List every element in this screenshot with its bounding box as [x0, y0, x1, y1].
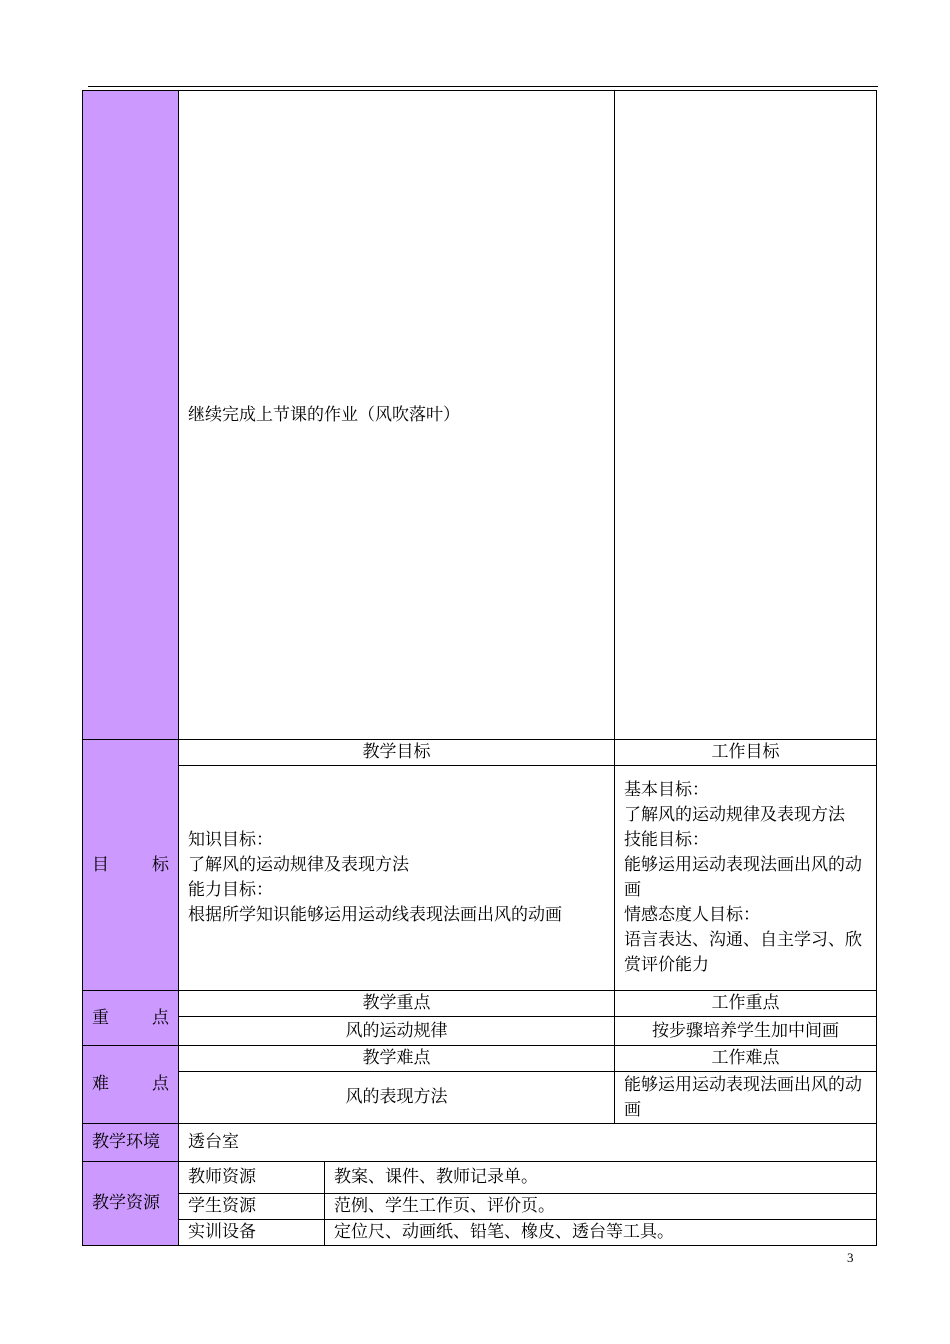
resources-label: 教学资源	[83, 1162, 179, 1246]
difficulties-header-row	[83, 1046, 877, 1072]
objectives-label-right: 标	[152, 854, 169, 875]
teaching-key-points-header: 教学重点	[179, 991, 615, 1017]
work-objective-line: 能够运用运动表现法画出风的动画	[624, 855, 862, 900]
resource-name: 实训设备	[179, 1220, 325, 1246]
difficulties-label-right: 点	[152, 1074, 169, 1094]
objectives-content-row	[83, 766, 877, 991]
teaching-objective-line: 根据所学知识能够运用运动线表现法画出风的动画	[188, 905, 562, 925]
environment-value: 透台室	[179, 1124, 877, 1162]
resource-row	[83, 1162, 877, 1194]
difficulties-content-row	[83, 1072, 877, 1124]
teaching-objectives-cell	[179, 766, 615, 991]
work-key-points-value: 按步骤培养学生加中间画	[615, 1017, 877, 1046]
work-key-points-header: 工作重点	[615, 991, 877, 1017]
resource-value: 教案、课件、教师记录单。	[325, 1162, 877, 1194]
teaching-objective-line: 知识目标：	[188, 830, 273, 850]
teaching-difficulties-header: 教学难点	[179, 1046, 615, 1072]
teaching-difficulties-value: 风的表现方法	[179, 1072, 615, 1124]
work-objectives-cell	[615, 766, 877, 991]
teaching-key-points-value: 风的运动规律	[179, 1017, 615, 1046]
continued-label-cell	[83, 91, 179, 740]
difficulties-label-left: 难	[92, 1074, 109, 1094]
difficulties-label-cell	[83, 1046, 179, 1124]
work-objective-line: 语言表达、沟通、自主学习、欣赏评价能力	[624, 930, 862, 975]
objectives-label-cell	[83, 740, 179, 991]
continued-content-text: 继续完成上节课的作业（风吹落叶）	[188, 404, 460, 425]
work-difficulties-value: 能够运用运动表现法画出风的动画	[615, 1072, 877, 1124]
objectives-header-row	[83, 740, 877, 766]
page-number: 3	[847, 1250, 854, 1265]
key-points-label-cell	[83, 991, 179, 1046]
continued-row	[83, 91, 877, 740]
key-points-header-row	[83, 991, 877, 1017]
resource-row	[83, 1194, 877, 1220]
continued-right-cell	[615, 91, 877, 740]
key-points-content-row	[83, 1017, 877, 1046]
resource-row	[83, 1220, 877, 1246]
environment-label: 教学环境	[83, 1124, 179, 1162]
teaching-objective-line: 能力目标：	[188, 880, 273, 900]
objectives-label-left: 目	[92, 854, 109, 875]
environment-row	[83, 1124, 877, 1162]
header-rule	[88, 86, 878, 87]
key-points-label-right: 点	[152, 1007, 169, 1028]
work-objective-line: 了解风的运动规律及表现方法	[624, 805, 845, 825]
resource-name: 学生资源	[179, 1194, 325, 1220]
work-objective-line: 基本目标：	[624, 780, 709, 800]
work-objectives-header: 工作目标	[615, 740, 877, 766]
work-objective-line: 情感态度人目标：	[624, 905, 760, 925]
resource-value: 范例、学生工作页、评价页。	[325, 1194, 877, 1220]
work-difficulties-header: 工作难点	[615, 1046, 877, 1072]
key-points-label-left: 重	[92, 1007, 109, 1028]
resource-value: 定位尺、动画纸、铅笔、橡皮、透台等工具。	[325, 1220, 877, 1246]
teaching-objective-line: 了解风的运动规律及表现方法	[188, 855, 409, 875]
lesson-plan-table	[82, 90, 877, 1246]
resource-name: 教师资源	[179, 1162, 325, 1194]
work-objective-line: 技能目标：	[624, 830, 709, 850]
continued-content-cell	[179, 91, 615, 740]
teaching-objectives-header: 教学目标	[179, 740, 615, 766]
